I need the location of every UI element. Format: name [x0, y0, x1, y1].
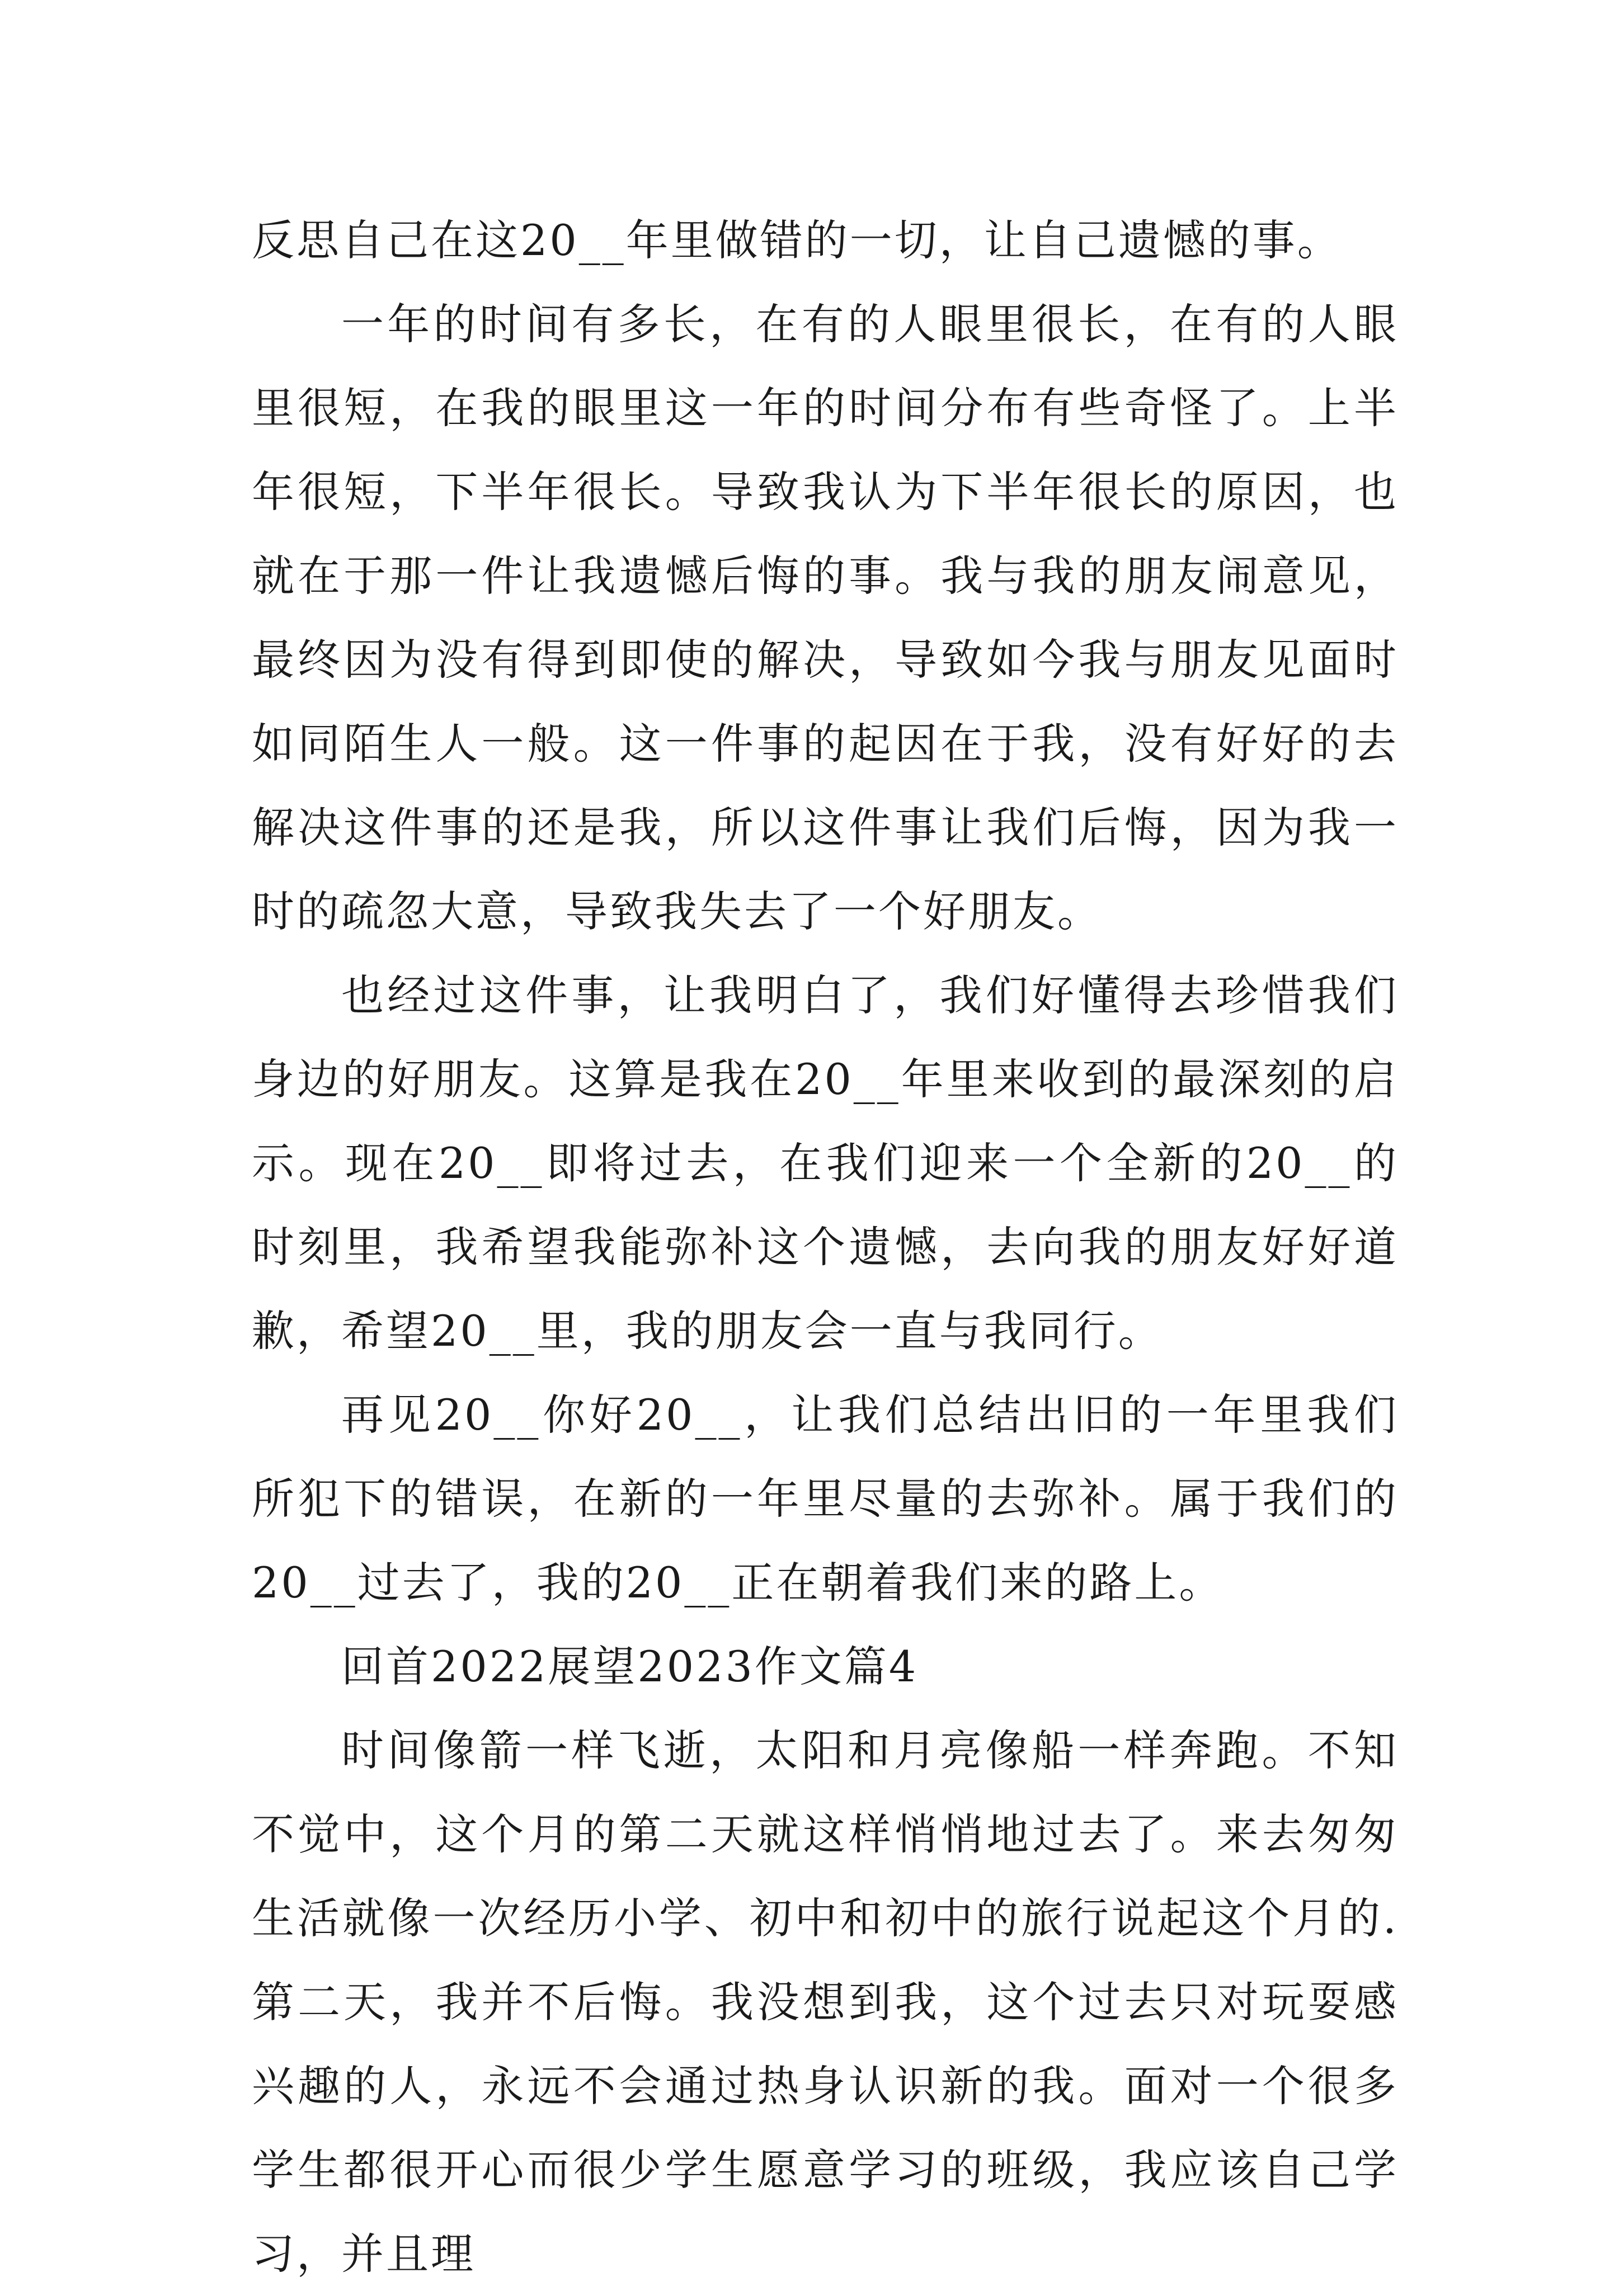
section-heading: 回首2022展望2023作文篇4	[341, 1642, 919, 1691]
paragraph-2: 一年的时间有多长，在有的人眼里很长，在有的人眼里很短，在我的眼里这一年的时间分布有些奇怪了。上半年很短，下半年很长。导致我认为下半年很长的原因，也就在于那一件让我遗憾后悔的事。我与我的朋友闹意见，最终因为没有得到即使的解决，导致如今我与朋友见面时如同陌生人一般。这一件事的起因在于我，没有好好的去解决这件事的还是我，所以这件事让我们后悔，因为我一时的疏忽大意，导致我失去了一个好朋友。	[252, 299, 1399, 936]
paragraph-3: 也经过这件事，让我明白了，我们好懂得去珍惜我们身边的好朋友。这算是我在20__年里来收到的最深刻的启示。现在20__即将过去，在我们迎来一个全新的20__的时刻里，我希望我能弥补这个遗憾，去向我的朋友好好道歉，希望20__里，我的朋友会一直与我同行。	[252, 970, 1399, 1356]
paragraph-1: 反思自己在这20__年里做错的一切，让自己遗憾的事。	[252, 215, 1342, 265]
paragraph-4: 再见20__你好20__，让我们总结出旧的一年里我们所犯下的错误，在新的一年里尽量的去弥补。属于我们的20__过去了，我的20__正在朝着我们来的路上。	[252, 1390, 1399, 1607]
document-body	[252, 199, 1399, 2296]
paragraph-5: 时间像箭一样飞逝，太阳和月亮像船一样奔跑。不知不觉中，这个月的第二天就这样悄悄地过去了。来去匆匆生活就像一次经历小学、初中和初中的旅行说起这个月的.第二天，我并不后悔。我没想到我，这个过去只对玩耍感兴趣的人，永远不会通过热身认识新的我。面对一个很多学生都很开心而很少学生愿意学习的班级，我应该自己学习，并且理	[252, 1725, 1399, 2279]
